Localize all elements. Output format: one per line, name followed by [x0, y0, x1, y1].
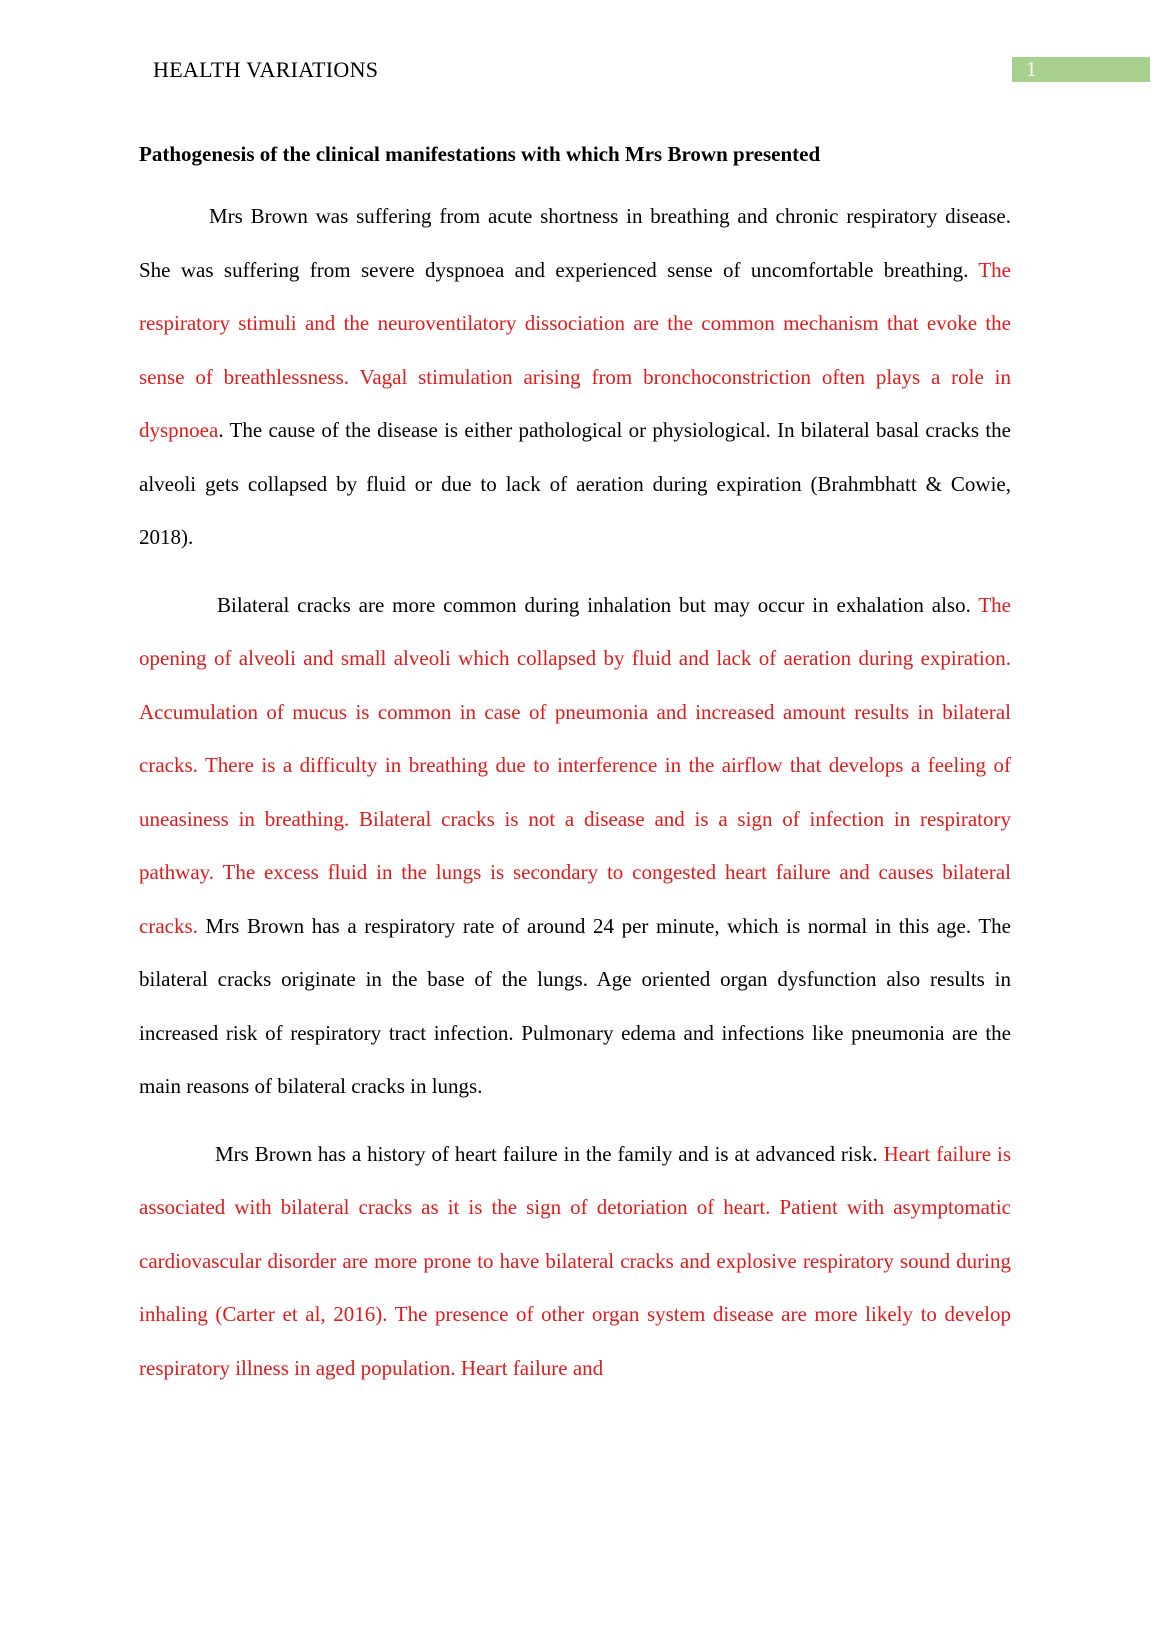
- paragraph-1-text-end: . The cause of the disease is either pathological or physiological. In bilateral basal cracks the alveoli gets collapsed by fluid or due to lack of aeration during expiration (Brahmbhatt & Cowie, 2018).: [139, 418, 1011, 549]
- body-content: [139, 135, 1011, 1395]
- paragraph-2-text-end: Mrs Brown has a respiratory rate of around 24 per minute, which is normal in this age. The bilateral cracks originate in the base of the lungs. Age oriented organ dysfunction also results in increased risk of respiratory tract infection. Pulmonary edema and infections like pneumonia are the main reasons of bilateral cracks in lungs.: [139, 913, 1011, 1098]
- paragraph-3-text: Mrs Brown has a history of heart failure in the family and is at advanced risk.: [215, 1141, 884, 1166]
- paragraph-1: [139, 190, 1011, 565]
- paragraph-3-highlighted-text: Heart failure is associated with bilateral cracks as it is the sign of detoriation of heart. Patient with asymptomatic cardiovascular disorder are more prone to have bilateral cracks and explosive respiratory sound during inhaling (Carter et al, 2016). The presence of other organ system disease are more likely to develop respiratory illness in aged population. Heart failure and: [139, 1141, 1011, 1380]
- paragraph-2-highlighted-text: The opening of alveoli and small alveoli which collapsed by fluid and lack of aeration during expiration. Accumulation of mucus is common in case of pneumonia and increased amount results in bilateral cracks. There is a difficulty in breathing due to interference in the airflow that develops a feeling of uneasiness in breathing. Bilateral cracks is not a disease and is a sign of infection in respiratory pathway. The excess fluid in the lungs is secondary to congested heart failure and causes bilateral cracks.: [139, 592, 1011, 938]
- paragraph-1-text: Mrs Brown was suffering from acute shortness in breathing and chronic respiratory disease. She was suffering from severe dyspnoea and experienced sense of uncomfortable breathing.: [139, 204, 1011, 282]
- page-number: 1: [1012, 57, 1150, 82]
- running-head: HEALTH VARIATIONS: [153, 57, 379, 82]
- paragraph-2-text: Bilateral cracks are more common during inhalation but may occur in exhalation also.: [217, 592, 979, 617]
- paragraph-2: [139, 579, 1011, 1114]
- paragraph-1-highlighted-text: The respiratory stimuli and the neuroventilatory dissociation are the common mechanism that evoke the sense of breathlessness. Vagal stimulation arising from bronchoconstriction often plays a role in dyspnoea: [139, 257, 1011, 442]
- section-heading: Pathogenesis of the clinical manifestations with which Mrs Brown presented: [139, 142, 821, 166]
- paragraph-3: [139, 1128, 1011, 1396]
